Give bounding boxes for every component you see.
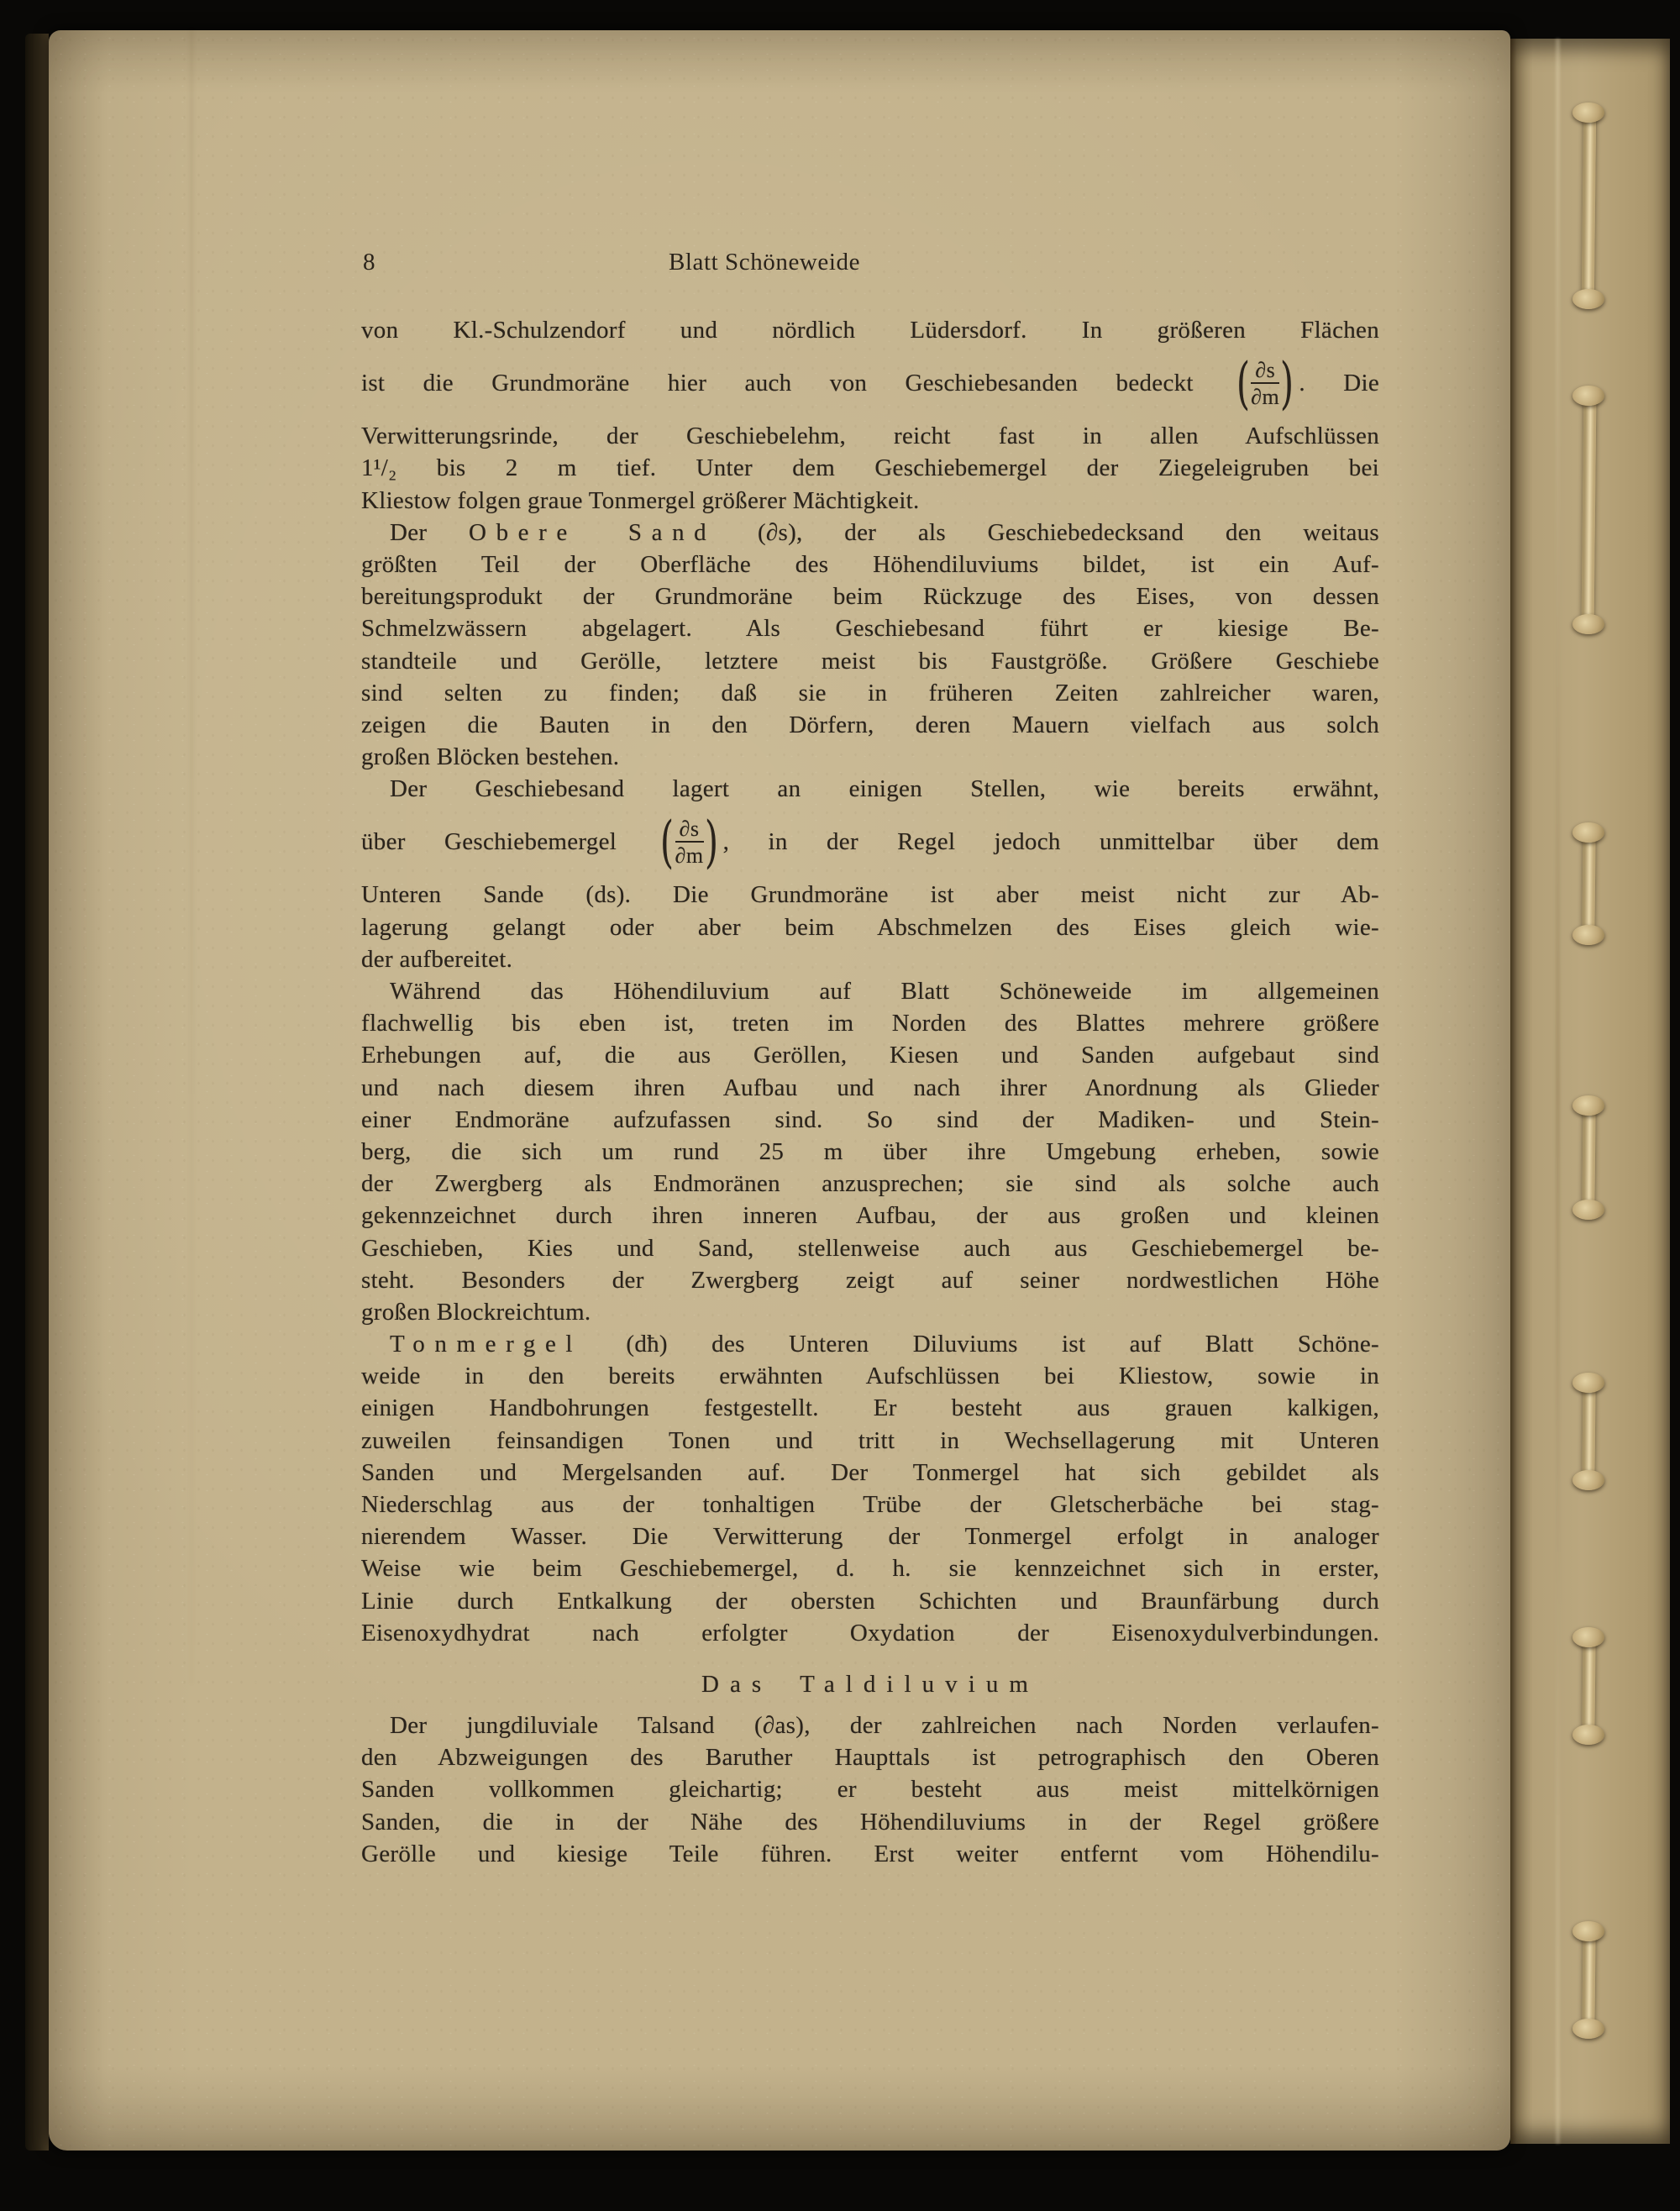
text-line: großen Blöcken bestehen. — [361, 743, 620, 771]
text-line: und nach diesem ihren Aufbau und nach ihrer Anordnung als Glieder — [361, 1074, 1379, 1101]
page-header — [361, 245, 1379, 279]
book-page — [49, 30, 1510, 2151]
text-line: standteile und Gerölle, letztere meist bis Faustgröße. Größere Geschiebe — [361, 647, 1379, 675]
stitch-thread — [1582, 1637, 1595, 1731]
stitch-thread — [1582, 113, 1596, 296]
text-line: Sanden, die in der Nähe des Höhendiluviums in der Regel größere — [361, 1808, 1379, 1835]
text-line: Der Geschiebesand lagert an einigen Stellen, wie bereits erwähnt, — [390, 775, 1379, 803]
stitch-knot — [1572, 822, 1604, 843]
stitch-knot — [1572, 102, 1604, 123]
adjacent-page-gutter — [1510, 39, 1670, 2144]
text-line: Sanden vollkommen gleichartig; er besteht aus meist mittelkörnigen — [361, 1776, 1379, 1804]
stitch-knot — [1572, 1470, 1604, 1490]
text-line: Verwitterungsrinde, der Geschiebelehm, reicht fast in allen Aufschlüssen — [361, 423, 1379, 450]
text-line: Erhebungen auf, die aus Geröllen, Kiesen und Sanden aufgebaut sind — [361, 1042, 1379, 1069]
stitch-knot — [1572, 614, 1604, 634]
text-line: Der Obere Sand (∂s), der als Geschiebedecksand den weitaus — [390, 518, 1379, 546]
text-line: über Geschiebemergel ( $\frac{\partial s}{\partial m}$ ) , in der Regel jedoch unmittelbar über dem — [361, 809, 1379, 874]
stitch-knot — [1572, 1095, 1604, 1116]
text-line: Linie durch Entkalkung der obersten Schichten und Braunfärbung durch — [361, 1587, 1379, 1615]
text-line: einigen Handbohrungen festgestellt. Er besteht aus grauen kalkigen, — [361, 1394, 1379, 1422]
text-line: Der jungdiluviale Talsand (∂as), der zahlreichen nach Norden verlaufen- — [390, 1711, 1379, 1739]
letterspaced-term: Obere Sand — [469, 518, 717, 546]
underlying-page-edge — [25, 34, 49, 2151]
text-line: der aufbereitet. — [361, 945, 513, 973]
text-line: Tonmergel (dħ) des Unteren Diluviums ist auf Blatt Schöne- — [390, 1331, 1379, 1358]
stitch-knot — [1572, 1921, 1604, 1941]
text-line: zuweilen feinsandigen Tonen und tritt in Wechsellagerung mit Unteren — [361, 1426, 1379, 1454]
text-line: Niederschlag aus der tonhaltigen Trübe der Gletscherbäche bei stag- — [361, 1491, 1379, 1518]
text-line: Geschieben, Kies und Sand, stellenweise auch aus Geschiebemergel be- — [361, 1234, 1379, 1262]
text-line: einer Endmoräne aufzufassen sind. So sind der Madiken- und Stein- — [361, 1106, 1379, 1133]
stitch-knot — [1572, 1373, 1604, 1393]
text-line: von Kl.-Schulzendorf und nördlich Lüdersdorf. In größeren Flächen — [361, 317, 1379, 344]
stitch-thread — [1582, 832, 1595, 932]
stitch-knot — [1572, 386, 1604, 406]
page-number: 8 — [363, 249, 375, 276]
text-line: Unteren Sande (ds). Die Grundmoräne ist aber meist nicht zur Ab- — [361, 881, 1379, 909]
text-line: Eisenoxydhydrat nach erfolgter Oxydation der Eisenoxydulverbindungen. — [361, 1619, 1379, 1646]
fraction-stack — [1251, 358, 1279, 409]
text-line: größten Teil der Oberfläche des Höhendiluviums bildet, ist ein Auf- — [361, 550, 1379, 578]
binding-stitches — [1510, 39, 1670, 2144]
text-line: lagerung gelangt oder aber beim Abschmelzen des Eises gleich wie- — [361, 913, 1379, 941]
text-line: bereitungsprodukt der Grundmoräne beim Rückzuge des Eises, von dessen — [361, 583, 1379, 611]
stitch-knot — [1572, 1627, 1604, 1647]
text-line: Weise wie beim Geschiebemergel, d. h. sie kennzeichnet sich in erster, — [361, 1555, 1379, 1583]
stitch-thread — [1582, 1106, 1595, 1206]
fraction-numerator: ∂s — [1255, 357, 1276, 382]
section-heading — [361, 1667, 1379, 1701]
partial-derivative-fraction: ( $\frac{\partial s}{\partial m}$ ) — [660, 809, 718, 874]
text-line: flachwellig bis eben ist, treten im Norden des Blattes mehrere größere — [361, 1010, 1379, 1037]
text-line: großen Blockreichtum. — [361, 1298, 591, 1326]
stitch-thread — [1582, 1383, 1595, 1477]
stitch-thread — [1582, 1931, 1595, 2025]
text-line: sind selten zu finden; daß sie in früheren Zeiten zahlreicher waren, — [361, 679, 1379, 706]
stitch-knot — [1572, 289, 1604, 309]
text-line: Gerölle und kiesige Teile führen. Erst weiter entfernt vom Höhendilu- — [361, 1840, 1379, 1867]
stitch-thread — [1582, 396, 1597, 621]
text-body — [361, 314, 1379, 1870]
running-title: Blatt Schöneweide — [668, 249, 861, 276]
text-line: den Abzweigungen des Baruther Haupttals ist petrographisch den Oberen — [361, 1744, 1379, 1772]
text-line: Kliestow folgen graue Tonmergel größerer Mächtigkeit. — [361, 486, 920, 514]
letterspaced-term: Tonmergel — [390, 1331, 583, 1358]
text-line: Sanden und Mergelsanden auf. Der Tonmergel hat sich gebildet als — [361, 1458, 1379, 1486]
text-line: nierendem Wasser. Die Verwitterung der Tonmergel erfolgt in analoger — [361, 1523, 1379, 1551]
text-line: berg, die sich um rund 25 m über ihre Umgebung erheben, sowie — [361, 1137, 1379, 1165]
text-line: Während das Höhendiluvium auf Blatt Schöneweide im allgemeinen — [390, 978, 1379, 1005]
text-line: Schmelzwässern abgelagert. Als Geschiebesand führt er kiesige Be- — [361, 615, 1379, 643]
fraction-denominator: ∂m — [1251, 382, 1279, 409]
text-line: gekennzeichnet durch ihren inneren Aufbau, der aus großen und kleinen — [361, 1202, 1379, 1230]
text-line: 1¹/₂ bis 2 m tief. Unter dem Geschiebemergel der Ziegeleigruben bei — [361, 454, 1379, 482]
text-line: ist die Grundmoräne hier auch von Geschiebesanden bedeckt ( $\frac{\partial s}{\partial m}$ ) . Die — [361, 350, 1379, 416]
stitch-knot — [1572, 925, 1604, 945]
text-line: der Zwergberg als Endmoränen anzusprechen; sie sind als solche auch — [361, 1170, 1379, 1198]
partial-derivative-fraction: ( $\frac{\partial s}{\partial m}$ ) — [1236, 350, 1294, 416]
stitch-knot — [1572, 1725, 1604, 1745]
section-heading-text: Das Taldiluvium — [701, 1670, 1039, 1698]
text-line: zeigen die Bauten in den Dörfern, deren Mauern vielfach aus solch — [361, 711, 1379, 738]
stitch-knot — [1572, 1200, 1604, 1220]
fraction-numerator: ∂s — [679, 817, 700, 842]
fraction-stack — [675, 817, 704, 868]
text-line: steht. Besonders der Zwergberg zeigt auf seiner nordwestlichen Höhe — [361, 1266, 1379, 1294]
text-line: weide in den bereits erwähnten Aufschlüssen bei Kliestow, sowie in — [361, 1363, 1379, 1390]
fraction-denominator: ∂m — [675, 841, 704, 868]
stitch-knot — [1572, 2019, 1604, 2039]
